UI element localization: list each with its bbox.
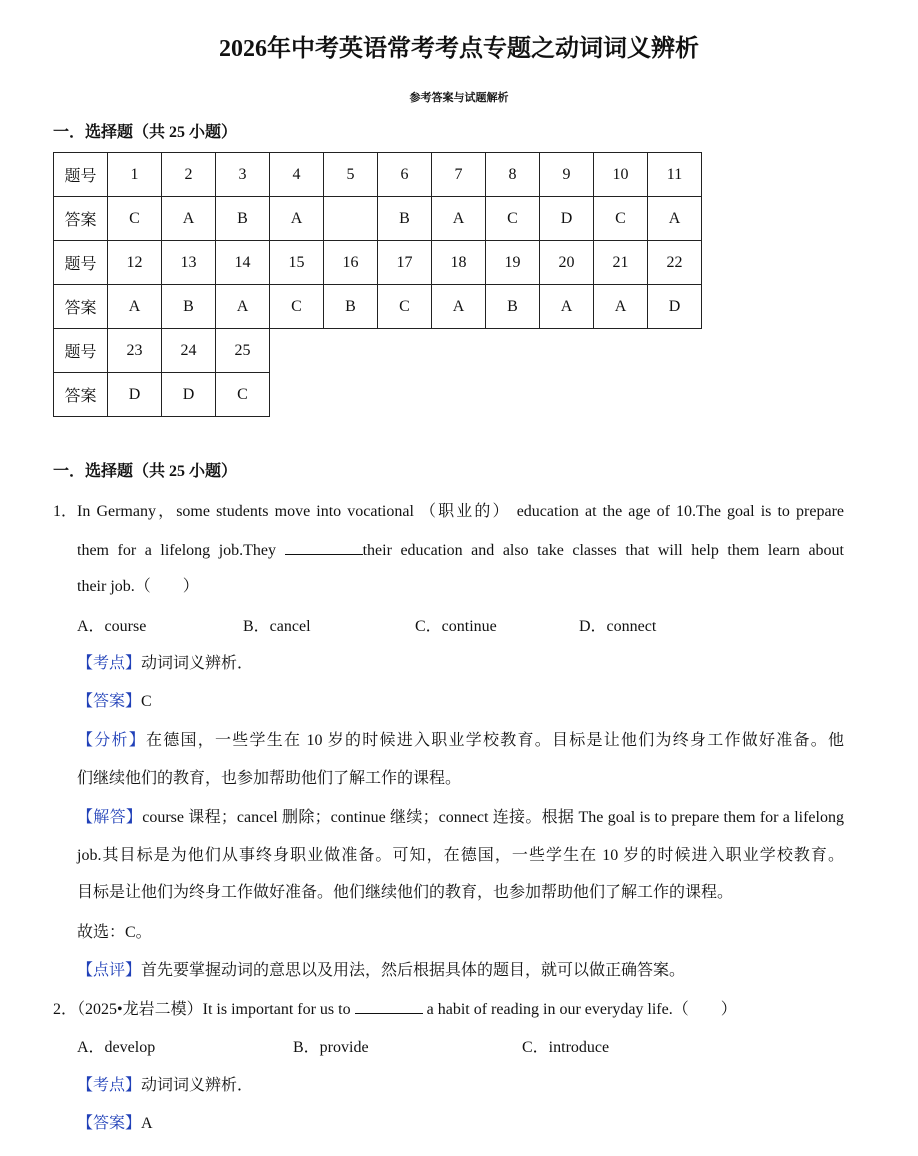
jieda [77,808,844,828]
q2-text: a habit of reading in our everyday life.（ ） [422,1001,737,1018]
table-row [54,197,702,241]
section-heading-2: 一．选择题（共 25 小题） [53,463,238,480]
question-number-cell: 21 [594,241,648,285]
answer-cell: D [648,285,702,329]
table-row [54,153,702,197]
question-number-cell: 9 [540,153,594,197]
option-b: B．cancel [243,618,311,635]
tag-label: 【答案】 [77,693,142,710]
kaodian-text: 动词词义辨析． [141,1077,254,1094]
question-number-cell: 6 [378,153,432,197]
question-number-cell: 22 [648,241,702,285]
answer-cell: C [216,373,270,417]
question-number-cell: 25 [216,329,270,373]
question-1-number: 1． [53,503,78,520]
question-2 [53,999,737,1020]
jieda-text: course 课程；cancel 删除；continue 继续；connect 连接。根据 The goal is to prepare them for a lifelong [142,809,844,826]
answer-cell: B [162,285,216,329]
answer-table [53,152,702,417]
answer-cell: B [324,285,378,329]
question-number-cell: 14 [216,241,270,285]
tag-label: 【答案】 [77,1115,142,1132]
answer-cell: D [540,197,594,241]
question-2-number: 2． [53,1001,78,1018]
answer-cell: D [162,373,216,417]
question-number-cell: 5 [324,153,378,197]
answer-cell: C [108,197,162,241]
answer-cell: A [270,197,324,241]
table-row [54,285,702,329]
answer-text: C [141,693,152,710]
guxuan: 故选：C。 [77,924,152,941]
question-number-cell: 1 [108,153,162,197]
question-number-cell: 18 [432,241,486,285]
section-heading: 一．选择题（共 25 小题） [53,124,238,141]
answer-cell: A [162,197,216,241]
option-c: C．continue [415,618,497,635]
dianping [77,961,685,981]
row-label: 答案 [54,373,108,417]
answer [77,692,152,712]
answer-cell: A [432,197,486,241]
answer-blank [285,540,363,555]
answer-cell: A [594,285,648,329]
document-title: 2026年中考英语常考考点专题之动词词义辨析 [219,36,699,62]
table-row [54,329,702,373]
option-d: D．connect [579,618,657,635]
question-number-cell: 10 [594,153,648,197]
answer-cell: A [540,285,594,329]
question-1-line: In Germany，some students move into vocational （职业的） education at the age of 10.The goal is to prepare [77,503,844,520]
answer-cell: C [594,197,648,241]
question-number-cell: 19 [486,241,540,285]
answer-blank [355,999,423,1014]
option-c: C．introduce [522,1039,610,1056]
row-label: 题号 [54,329,108,373]
question-number-cell: 3 [216,153,270,197]
jieda-cont: job.其目标是为他们从事终身职业做准备。可知，在德国，一些学生在 10 岁的时候进入职业学校教育。 [77,847,844,864]
question-number-cell: 16 [324,241,378,285]
question-number-cell: 17 [378,241,432,285]
table-row [54,373,702,417]
question-number-cell: 13 [162,241,216,285]
question-1-line: their job.（ ） [77,578,199,595]
row-label: 答案 [54,285,108,329]
kaodian-text: 动词词义辨析． [141,655,254,672]
question-number-cell: 11 [648,153,702,197]
tag-label: 【考点】 [77,655,142,672]
tag-label: 【解答】 [77,809,143,826]
kaodian [77,1076,253,1096]
fenxi-text: 在德国，一些学生在 10 岁的时候进入职业学校教育。目标是让他们为终身工作做好准备。他 [146,732,844,749]
question-number-cell: 4 [270,153,324,197]
question-number-cell: 12 [108,241,162,285]
answer [77,1114,153,1134]
answer-cell: A [108,285,162,329]
answer-cell: C [270,285,324,329]
q1-text: their education and also take classes that will help them learn about [362,542,844,559]
answer-cell: D [108,373,162,417]
row-label: 答案 [54,197,108,241]
answer-cell: B [486,285,540,329]
kaodian [77,654,253,674]
question-number-cell: 8 [486,153,540,197]
option-a: A．develop [77,1039,156,1056]
table-row [54,241,702,285]
question-number-cell: 7 [432,153,486,197]
answer-cell: B [378,197,432,241]
answer-cell: A [216,285,270,329]
document-subtitle: 参考答案与试题解析 [409,92,509,104]
question-number-cell: 24 [162,329,216,373]
answer-cell: A [648,197,702,241]
answer-cell: B [216,197,270,241]
tag-label: 【分析】 [77,732,146,749]
question-1-line [77,540,844,561]
option-b: B．provide [293,1039,369,1056]
q1-text: them for a lifelong job.They [77,542,285,559]
q2-text: （2025•龙岩二模）It is important for us to [77,1001,355,1018]
row-label: 题号 [54,153,108,197]
fenxi [77,731,844,751]
answer-cell: C [486,197,540,241]
question-number-cell: 20 [540,241,594,285]
dianping-text: 首先要掌握动词的意思以及用法，然后根据具体的题目，就可以做正确答案。 [141,962,686,979]
answer-cell: C [378,285,432,329]
question-number-cell: 23 [108,329,162,373]
question-number-cell: 2 [162,153,216,197]
answer-text: A [141,1115,153,1132]
tag-label: 【点评】 [77,962,142,979]
answer-cell: A [432,285,486,329]
question-number-cell: 15 [270,241,324,285]
fenxi-cont: 们继续他们的教育，也参加帮助他们了解工作的课程。 [77,770,462,787]
jieda-cont: 目标是让他们为终身工作做好准备。他们继续他们的教育，也参加帮助他们了解工作的课程。 [77,884,734,901]
answer-cell [324,197,378,241]
option-a: A．course [77,618,147,635]
row-label: 题号 [54,241,108,285]
tag-label: 【考点】 [77,1077,142,1094]
